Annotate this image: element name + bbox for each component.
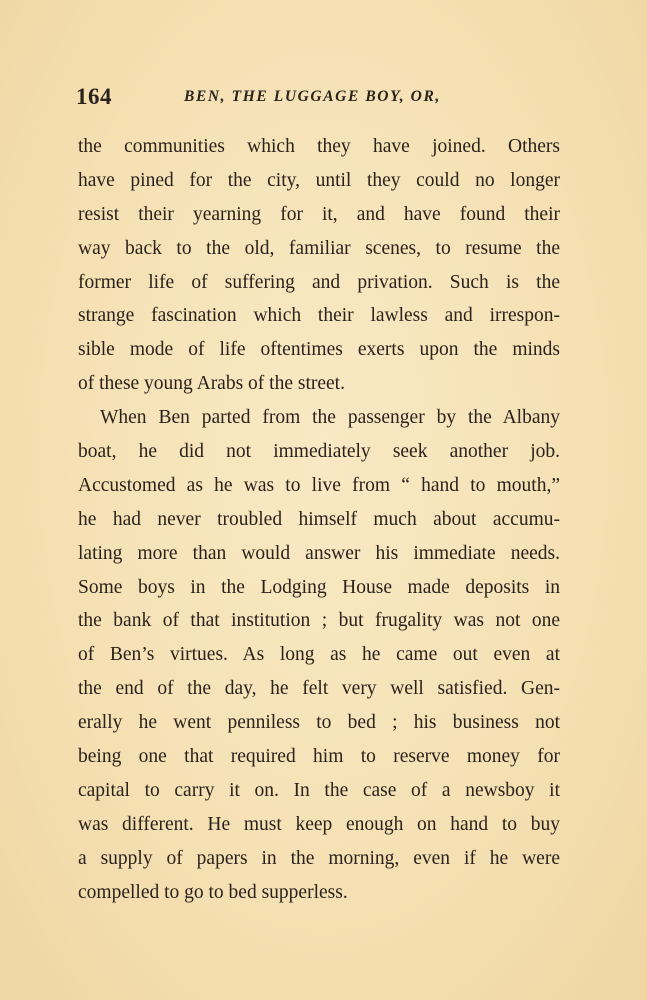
text-line: being one that required him to reserve money for bbox=[78, 746, 560, 768]
text-line: of Ben’s virtues. As long as he came out even at bbox=[78, 644, 560, 666]
text-line: he had never troubled himself much about accumu- bbox=[78, 508, 560, 530]
text-line: lating more than would answer his immediate needs. bbox=[78, 542, 560, 564]
body-text bbox=[78, 130, 560, 909]
text-line: sible mode of life oftentimes exerts upon the minds bbox=[78, 339, 560, 361]
text-line: resist their yearning for it, and have found their bbox=[78, 203, 560, 225]
text-line: Accustomed as he was to live from “ hand to mouth,” bbox=[78, 474, 560, 496]
text-line: former life of suffering and privation. Such is the bbox=[78, 271, 560, 293]
text-line: When Ben parted from the passenger by the Albany bbox=[100, 407, 560, 429]
text-line: boat, he did not immediately seek another job. bbox=[78, 441, 560, 463]
text-line: was different. He must keep enough on hand to buy bbox=[78, 813, 560, 835]
text-line: the communities which they have joined. Others bbox=[78, 136, 560, 157]
text-line: the end of the day, he felt very well satisfied. Gen- bbox=[78, 678, 560, 700]
text-line: compelled to go to bed supperless. bbox=[78, 881, 348, 903]
text-line: have pined for the city, until they could no longer bbox=[78, 169, 560, 191]
page-number: 164 bbox=[76, 84, 112, 109]
paragraph-1 bbox=[78, 130, 560, 401]
text-line: of these young Arabs of the street. bbox=[78, 373, 345, 395]
text-line: erally he went penniless to bed ; his business not bbox=[78, 712, 560, 734]
running-title: BEN, THE LUGGAGE BOY, OR, bbox=[184, 88, 441, 105]
text-line: a supply of papers in the morning, even if he were bbox=[78, 847, 560, 869]
text-line: strange fascination which their lawless and irrespon- bbox=[78, 305, 560, 327]
text-line: the bank of that institution ; but frugality was not one bbox=[78, 610, 560, 632]
paragraph-2 bbox=[78, 401, 560, 909]
text-line: capital to carry it on. In the case of a newsboy it bbox=[78, 779, 560, 801]
text-line: way back to the old, familiar scenes, to resume the bbox=[78, 237, 560, 259]
text-line: Some boys in the Lodging House made deposits in bbox=[78, 576, 560, 598]
running-head bbox=[76, 84, 564, 114]
